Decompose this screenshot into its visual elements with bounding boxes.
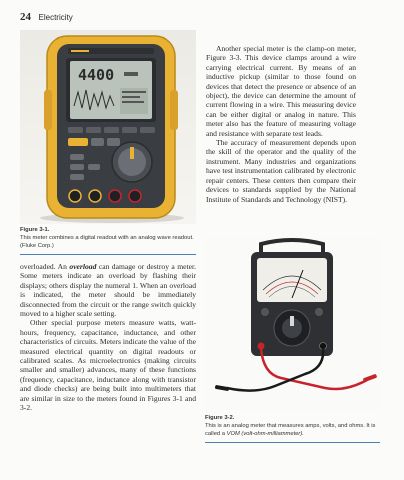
paragraph: Other special purpose meters measure watts, watt-hours, frequency, capacitance, inductance, and other characteristics of circuits. Meters indicate the value of the measured electrical quantity on digital readouts or calibrated scales. As microelectronics (making circuits smaller and smaller) advances, many of these functions (frequency, capacitance, inductance along with transistor and diode checks) are being built into multimeters that are similar in size to the meters found in Figures 3-1 and 3-2. (20, 318, 196, 413)
analog-vom-illustration (205, 238, 380, 410)
figure-3-2-photo (205, 238, 380, 410)
caption-text: This is an analog meter that measures amps, volts, and ohms. It is called a (205, 423, 376, 437)
digital-multimeter-illustration (20, 30, 196, 224)
figure-label: Figure 3-2. (205, 415, 235, 421)
page-number: 24 (20, 11, 31, 23)
paragraph: Another special meter is the clamp-on meter, Figure 3-3. This device clamps around a wire carrying electrical current. By means of an inductive pickup (similar to those found on devices that detect the presence or absence of an object), the device can determine the amount of current flowing in a wire. This measuring device can be either digital or analog in nature. This meter also has the feature of measuring voltage and resistance with separate test leads. (206, 44, 356, 138)
figure-3-1-caption (20, 226, 196, 255)
key-term: overload (69, 262, 97, 271)
figure-label: Figure 3-1. (20, 227, 50, 233)
lcd-reading: 4400 (78, 66, 115, 84)
paragraph: The accuracy of measurement depends upon the skill of the operator and the quality of the instrument. Many industries and organizations have test instrumentation calibrated by electronic repair centers. These centers then compare their devices to standards supplied by the National Institute of Standards and Technology (NIST). (206, 138, 356, 204)
section-title: Electricity (38, 13, 73, 22)
analog-scale-face (257, 258, 327, 302)
figure-3-2-caption (205, 414, 380, 443)
figure-3-1-photo (20, 30, 196, 224)
running-header (20, 11, 73, 23)
left-column-text (20, 262, 196, 413)
paragraph: overloaded. An overload can damage or destroy a meter. Some meters indicate an overload by flashing their displays; others display the numeral 1. When an overload is indicated, the meter should be immediately disconnected from the circuit or the range switch quickly moved to a higher scale setting. (20, 262, 197, 319)
right-column-text (206, 44, 356, 204)
caption-text: This meter combines a digital readout with an analog wave readout. (Fluke Corp.) (20, 235, 194, 249)
caption-term: VOM (volt-ohm-milliammeter). (226, 431, 304, 437)
